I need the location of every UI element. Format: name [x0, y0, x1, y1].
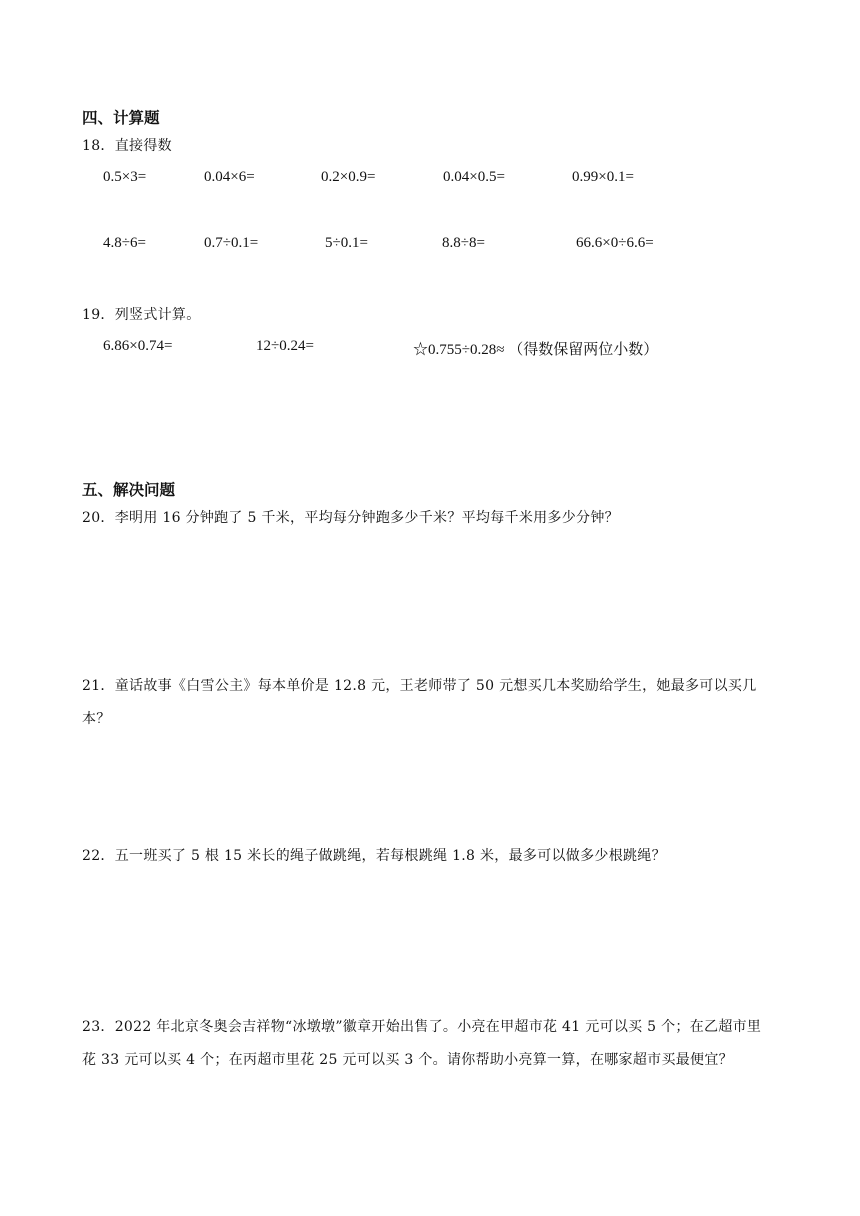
- q18-expr-2: 0.04×6=: [204, 169, 255, 185]
- question-18-label: 18．直接得数: [82, 138, 172, 154]
- q18-expr-9: 8.8÷8=: [442, 235, 485, 251]
- question-21-line-1: 21．童话故事《白雪公主》每本单价是 12.8 元，王老师带了 50 元想买几本奖励给学生，她最多可以买几: [82, 678, 757, 694]
- q18-expr-5: 0.99×0.1=: [572, 169, 634, 185]
- question-20: 20．李明用 16 分钟跑了 5 千米，平均每分钟跑多少千米？平均每千米用多少分钟？: [82, 510, 619, 526]
- q18-expr-7: 0.7÷0.1=: [204, 235, 259, 251]
- q18-expr-6: 4.8÷6=: [103, 235, 146, 251]
- q18-expr-3: 0.2×0.9=: [321, 169, 376, 185]
- q19-expr-1: 6.86×0.74=: [103, 338, 173, 354]
- q18-expr-1: 0.5×3=: [103, 169, 147, 185]
- section-title-problem-solving: 五、解决问题: [82, 481, 176, 499]
- q19-expr-2: 12÷0.24=: [256, 338, 314, 354]
- section-title-calculation: 四、计算题: [82, 109, 160, 127]
- question-21-line-2: 本？: [82, 711, 111, 727]
- q18-expr-8: 5÷0.1=: [325, 235, 368, 251]
- q18-expr-4: 0.04×0.5=: [443, 169, 505, 185]
- question-22: 22．五一班买了 5 根 15 米长的绳子做跳绳，若每根跳绳 1.8 米，最多可以做多少根跳绳？: [82, 848, 666, 864]
- q18-expr-10: 66.6×0÷6.6=: [576, 235, 654, 251]
- q19-expr-3: ☆0.755÷0.28≈ （得数保留两位小数）: [413, 342, 659, 358]
- question-23-line-2: 花 33 元可以买 4 个；在丙超市里花 25 元可以买 3 个。请你帮助小亮算一算，在哪家超市买最便宜？: [82, 1052, 733, 1068]
- question-19-label: 19．列竖式计算。: [82, 307, 201, 323]
- question-23-line-1: 23．2022 年北京冬奥会吉祥物“冰墩墩”徽章开始出售了。小亮在甲超市花 41 元可以买 5 个；在乙超市里: [82, 1019, 762, 1035]
